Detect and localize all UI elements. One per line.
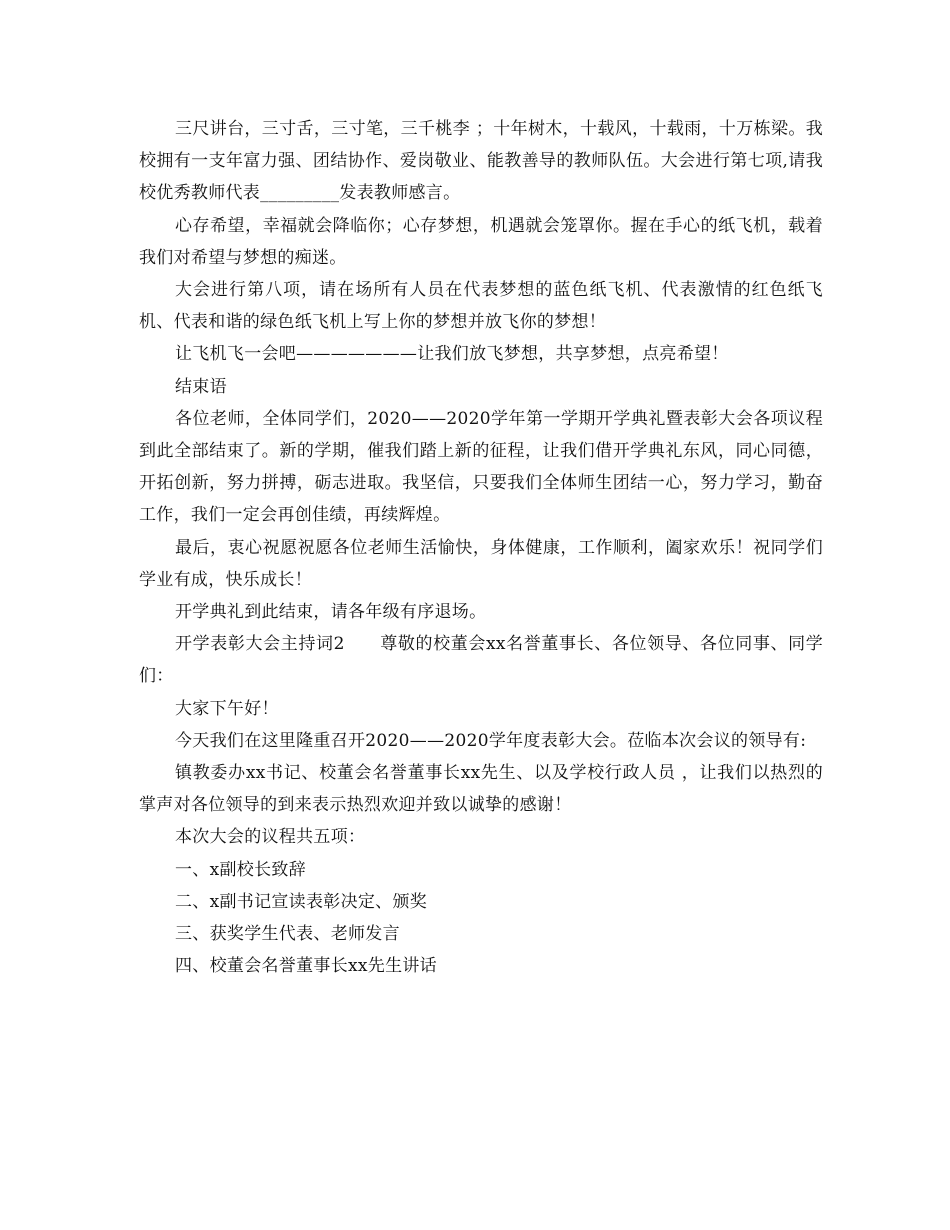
agenda-item-4: 四、校董会名誉董事长xx先生讲话 (175, 956, 437, 977)
paragraph-meeting-intro: 今天我们在这里隆重召开2020——2020学年度表彰大会。莅临本次会议的领导有: (175, 730, 807, 751)
section-heading-closing: 结束语 (175, 376, 227, 397)
paragraph-paper-planes: 大会进行第八项，请在场所有人员在代表梦想的蓝色纸飞机、代表激情的红色纸飞机、代表和谐的绿色纸飞机上写上你的梦想并放飞你的梦想！ (139, 280, 823, 333)
paragraph-greeting: 大家下午好！ (175, 698, 279, 719)
paragraph-best-wishes: 最后，衷心祝愿祝愿各位老师生活愉快，身体健康，工作顺利，阖家欢乐！祝同学们学业有成，快乐成长！ (139, 537, 823, 590)
paragraph-leaders-welcome: 镇教委办xx书记、校董会名誉董事长xx先生、以及学校行政人员 ，让我们以热烈的掌声对各位领导的到来表示热烈欢迎并致以诚挚的感谢！ (139, 763, 823, 816)
paragraph-teacher-speech: 三尺讲台，三寸舌，三寸笔，三千桃李 ；十年树木，十载风，十载雨，十万栋梁。我校拥有一支年富力强、团结协作、爱岗敬业、能教善导的教师队伍。大会进行第七项,请我校优秀教师代表_________发表教师感言。 (139, 119, 823, 204)
paragraph-host-script-2: 开学表彰大会主持词2 尊敬的校董会xx名誉董事长、各位领导、各位同事、同学们： (139, 634, 823, 687)
paragraph-agenda-intro: 本次大会的议程共五项： (175, 827, 366, 848)
paragraph-let-planes-fly: 让飞机飞一会吧———————让我们放飞梦想，共享梦想，点亮希望！ (175, 344, 729, 365)
paragraph-ceremony-end: 开学典礼到此结束，请各年级有序退场。 (175, 602, 487, 623)
agenda-item-3: 三、获奖学生代表、老师发言 (175, 924, 400, 945)
paragraph-closing-remarks: 各位老师，全体同学们，2020——2020学年第一学期开学典礼暨表彰大会各项议程到此全部结束了。新的学期，催我们踏上新的征程，让我们借开学典礼东风，同心同德，开拓创新，努力拼搏，砺志进取。我坚信，只要我们全体师生团结一心，努力学习，勤奋工作，我们一定会再创佳绩，再续辉煌。 (139, 408, 823, 526)
agenda-item-1: 一、x副校长致辞 (175, 859, 306, 880)
document-body (139, 113, 823, 982)
agenda-item-2: 二、x副书记宣读表彰决定、颁奖 (175, 891, 428, 912)
paragraph-hope-dream: 心存希望，幸福就会降临你；心存梦想，机遇就会笼罩你。握在手心的纸飞机，载着我们对希望与梦想的痴迷。 (139, 215, 823, 268)
